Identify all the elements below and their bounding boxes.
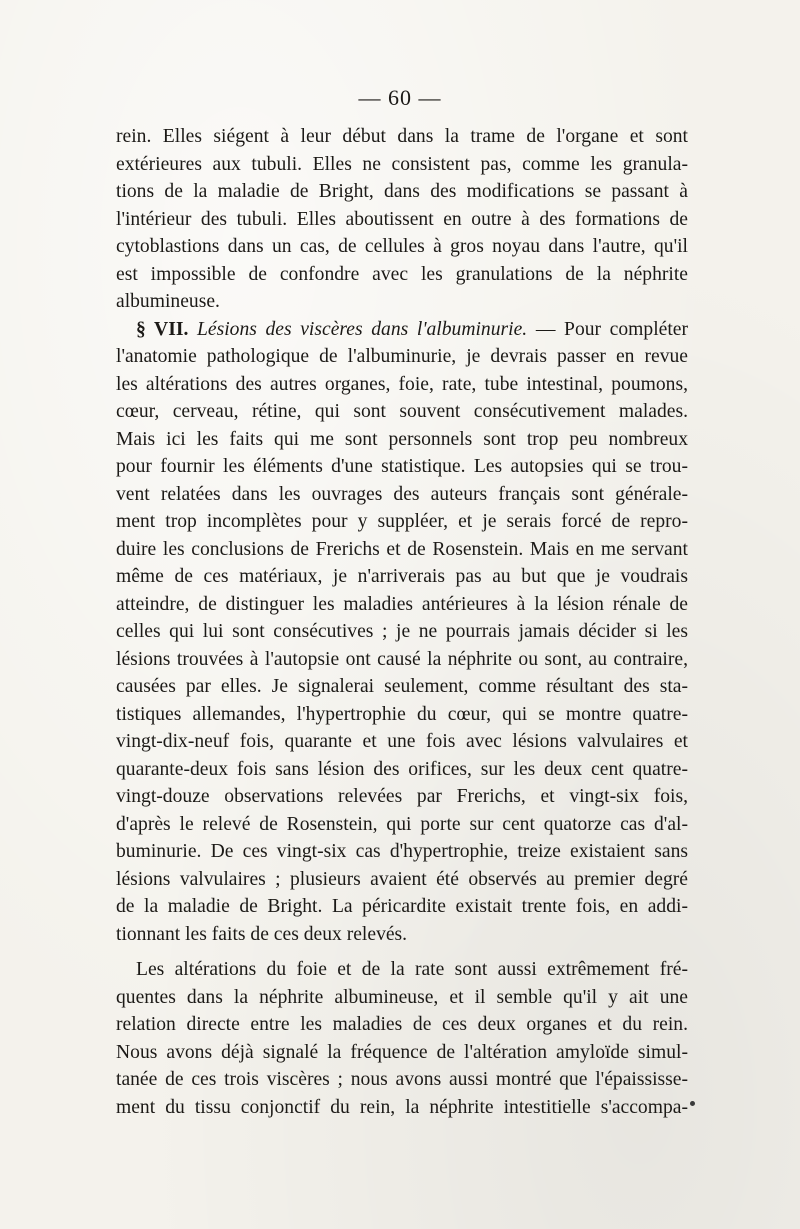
text-line: quarante-deux fois sans lésion des orifices, sur les deux cent quatre- — [116, 758, 688, 780]
paragraph-1 — [116, 123, 688, 316]
page-number: — 60 — — [358, 85, 442, 110]
text-line: extérieures aux tubuli. Elles ne consistent pas, comme les granula- — [116, 153, 688, 175]
text-line: les altérations des autres organes, foie, rate, tube intestinal, poumons, — [116, 373, 688, 395]
text-line: albumineuse. — [116, 291, 220, 312]
text-line: buminurie. De ces vingt-six cas d'hypertrophie, treize existaient sans — [116, 841, 688, 862]
text-line: causées par elles. Je signalerai seulement, comme résultant des sta- — [116, 676, 688, 697]
section-title: Lésions des viscères dans l'albuminurie. — [197, 318, 528, 340]
text-line: atteindre, de distinguer les maladies antérieures à la lésion rénale de — [116, 593, 688, 615]
text-line: vingt-dix-neuf fois, quarante et une fois avec lésions valvulaires et — [116, 731, 688, 752]
paragraph-2 — [116, 316, 688, 949]
text-line: Mais ici les faits qui me sont personnels sont trop peu nombreux — [116, 428, 688, 450]
text-line: tistiques allemandes, l'hypertrophie du cœur, qui se montre quatre- — [116, 703, 688, 725]
section-heading-line — [116, 316, 688, 344]
text-line: rein. Elles siégent à leur début dans la trame de l'organe et sont — [116, 126, 688, 147]
text-line: cœur, cerveau, rétine, qui sont souvent consécutivement malades. — [116, 401, 688, 422]
text-line: relation directe entre les maladies de ces deux organes et du rein. — [116, 1014, 688, 1035]
text-line: Les altérations du foie et de la rate sont aussi extrêmement fré- — [136, 959, 688, 980]
body-text — [116, 123, 688, 1121]
text-line: cytoblastions dans un cas, de cellules à gros noyau dans l'autre, qu'il — [116, 236, 688, 257]
section-mark: § VII. — [136, 318, 189, 340]
text-line: vent relatées dans les ouvrages des auteurs français sont générale- — [116, 483, 688, 505]
text-line: l'intérieur des tubuli. Elles aboutissent en outre à des formations de — [116, 208, 688, 230]
text-line: pour fournir les éléments d'une statistique. Les autopsies qui se trou- — [116, 456, 688, 477]
paragraph-3 — [116, 956, 688, 1121]
text-line: l'anatomie pathologique de l'albuminurie, je devrais passer en revue — [116, 346, 688, 367]
text-line: celles qui lui sont consécutives ; je ne pourrais jamais décider si les — [116, 621, 688, 642]
text-line: d'après le relevé de Rosenstein, qui porte sur cent quatorze cas d'al- — [116, 813, 688, 835]
text-line: tions de la maladie de Bright, dans des modifications se passant à — [116, 181, 688, 202]
text-line: Nous avons déjà signalé la fréquence de l'altération amyloïde simul- — [116, 1041, 688, 1063]
text-line: ment du tissu conjonctif du rein, la néphrite intestitielle s'accompa- — [116, 1096, 688, 1118]
text-line: ment trop incomplètes pour y suppléer, et je serais forcé de repro- — [116, 511, 688, 532]
text-line: lésions valvulaires ; plusieurs avaient été observés au premier degré — [116, 868, 688, 890]
ink-speck — [690, 1101, 695, 1106]
text-line: tionnant les faits de ces deux relevés. — [116, 923, 408, 945]
text-line: duire les conclusions de Frerichs et de Rosenstein. Mais en me servant — [116, 538, 688, 560]
text-line: de la maladie de Bright. La péricardite existait trente fois, en addi- — [116, 896, 688, 917]
text-line: tanée de ces trois viscères ; nous avons aussi montré que l'épaississe- — [116, 1069, 688, 1090]
text-line: même de ces matériaux, je n'arriverais pas au but que je voudrais — [116, 566, 688, 587]
text-line: lésions trouvées à l'autopsie ont causé la néphrite ou sont, au contraire, — [116, 648, 688, 670]
paragraph-gap — [116, 948, 688, 956]
text-line: est impossible de confondre avec les granulations de la néphrite — [116, 263, 688, 285]
text-line: quentes dans la néphrite albumineuse, et il semble qu'il y ait une — [116, 986, 688, 1008]
section-first-line-rest: — Pour compléter — [535, 318, 689, 340]
text-line: vingt-douze observations relevées par Frerichs, et vingt-six fois, — [116, 786, 688, 807]
